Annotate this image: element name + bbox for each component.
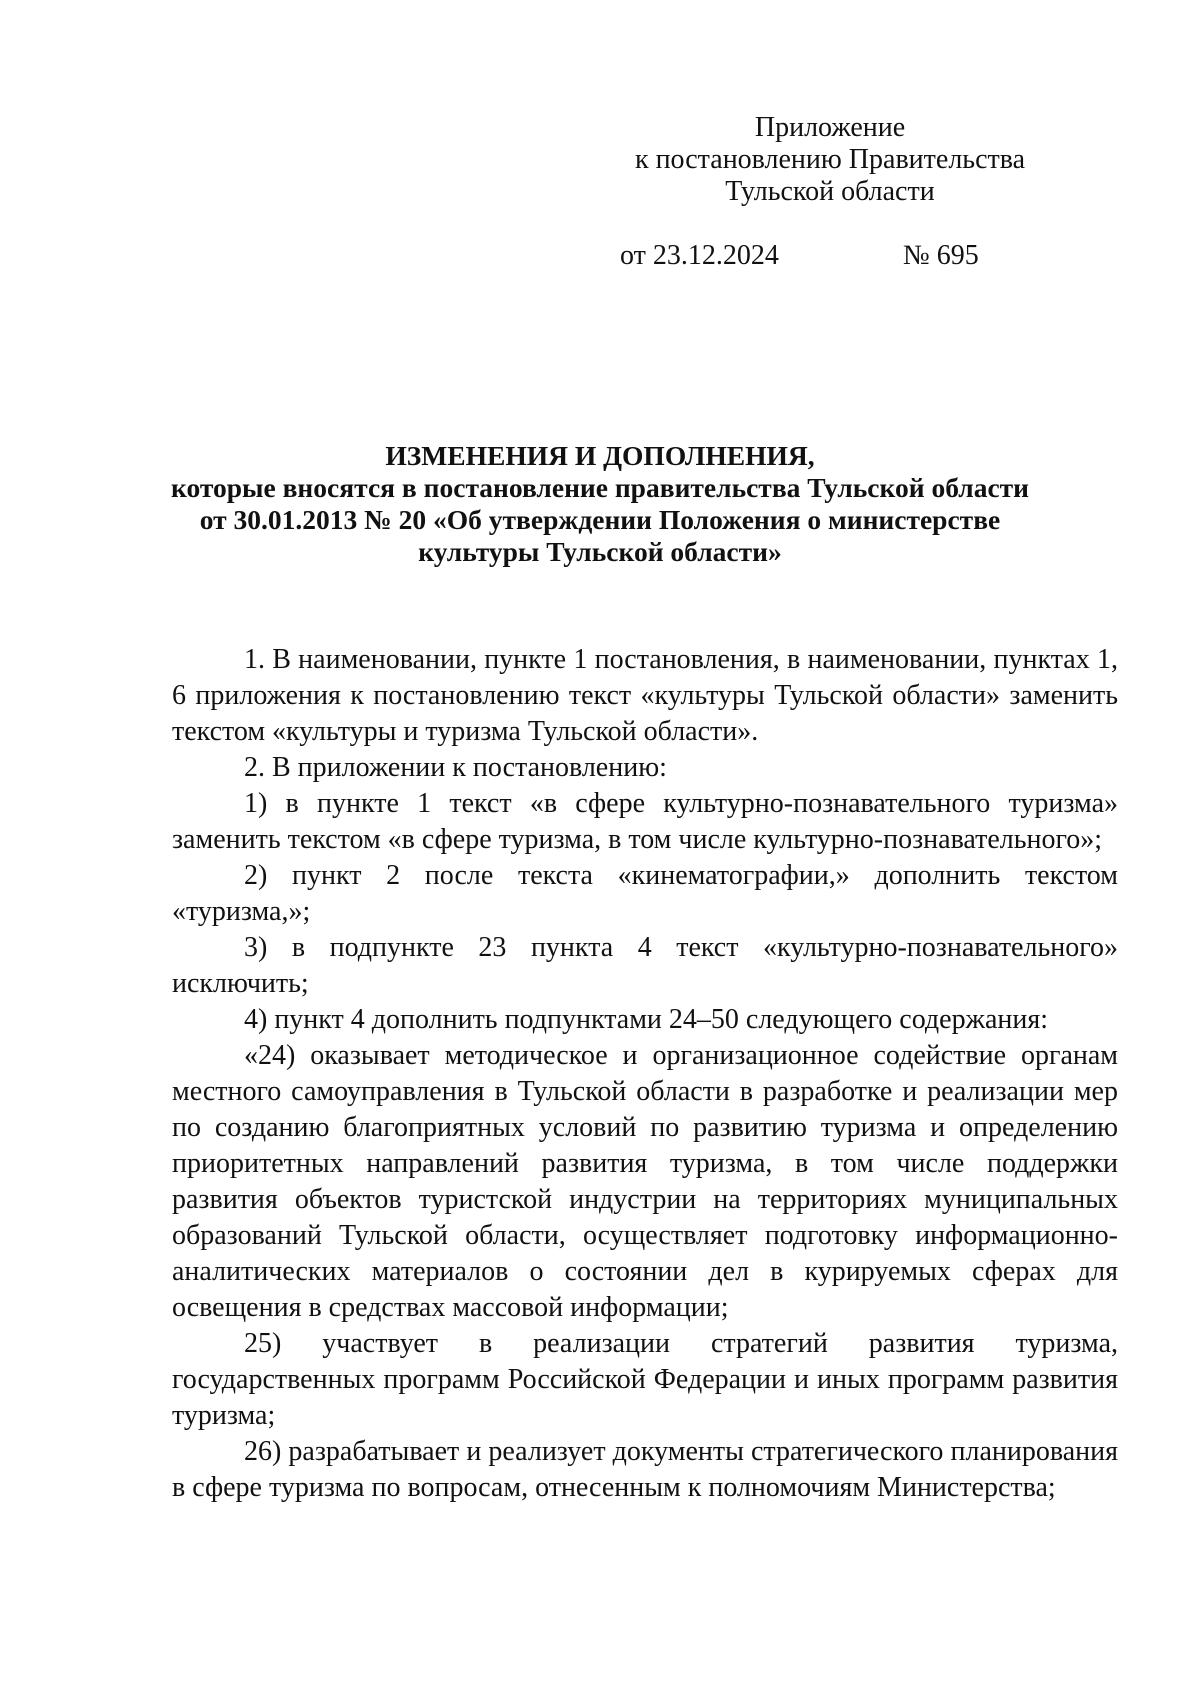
- document-body: [172, 642, 1118, 1506]
- appendix-line: Приложение: [754, 112, 906, 143]
- appendix-line: к постановлению Правительства: [634, 144, 1026, 175]
- paragraph: 3) в подпункте 23 пункта 4 текст «культурно-познавательного» исключить;: [172, 932, 1118, 999]
- paragraph: 2. В приложении к постановлению:: [244, 752, 667, 783]
- document-title: [130, 440, 1070, 568]
- title-line: которые вносятся в постановление правительства Тульской области: [170, 472, 1030, 503]
- paragraph: 1. В наименовании, пункте 1 постановления, в наименовании, пунктах 1, 6 приложения к постановлению текст «культуры Тульской области» заменить текстом «культуры и туризма Тульской области».: [172, 644, 1118, 747]
- paragraph: 4) пункт 4 дополнить подпунктами 24–50 следующего содержания:: [244, 1004, 1049, 1035]
- title-line: ИЗМЕНЕНИЯ И ДОПОЛНЕНИЯ,: [385, 440, 815, 471]
- paragraph: 1) в пункте 1 текст «в сфере культурно-познавательного туризма» заменить текстом «в сфере туризма, в том числе культурно-познавательного»;: [172, 788, 1118, 855]
- document-number: № 695: [903, 240, 979, 271]
- paragraph: «24) оказывает методическое и организационное содействие органам местного самоуправления в Тульской области в разработке и реализации мер по созданию благоприятных условий по развитию туризма и определению приоритетных направлений развития туризма, в том числе поддержки развития объектов туристской индустрии на территориях муниципальных образований Тульской области, осуществляет подготовку информационно-аналитических материалов о состоянии дел в курируемых сферах для освещения в средствах массовой информации;: [172, 1040, 1118, 1323]
- paragraph: 26) разрабатывает и реализует документы стратегического планирования в сфере туризма по вопросам, отнесенным к полномочиям Министерства;: [172, 1436, 1118, 1503]
- title-line: культуры Тульской области»: [418, 536, 782, 567]
- appendix-line: Тульской области: [725, 176, 935, 207]
- title-line: от 30.01.2013 № 20 «Об утверждении Положения о министерстве: [199, 504, 1001, 535]
- paragraph: 25) участвует в реализации стратегий развития туризма, государственных программ Российской Федерации и иных программ развития туризма;: [172, 1328, 1118, 1431]
- document-date: от 23.12.2024: [620, 240, 779, 271]
- appendix-header: [620, 112, 1040, 208]
- paragraph: 2) пункт 2 после текста «кинематографии,» дополнить текстом «туризма,»;: [172, 860, 1118, 927]
